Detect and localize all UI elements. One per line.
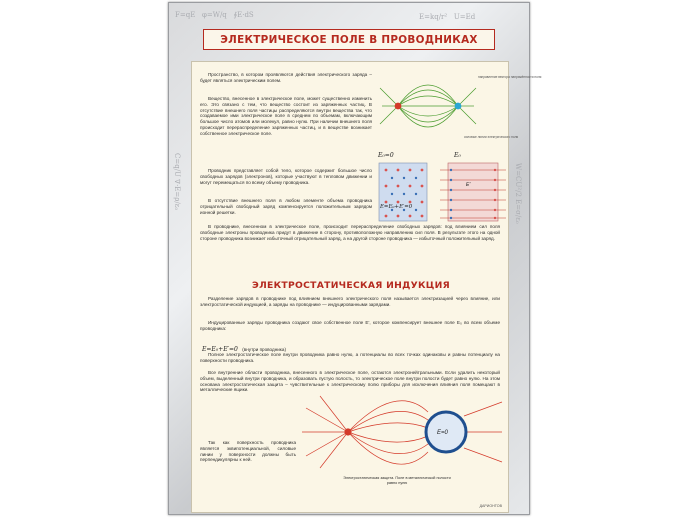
- publisher-logo: ДАРИОНТОВ: [479, 504, 502, 508]
- conductor-box-polarized: [440, 162, 506, 222]
- ring-field-label: E=0: [437, 430, 448, 436]
- background-scribble: W=CU²/2 E=σ/ε₀: [514, 163, 522, 224]
- formula-note: (внутри проводника): [242, 347, 286, 352]
- paragraph-potentials: Полное электростатическое поле внутри проводника равно нулю, а потенциалы во всех точках одинаковы и равны потенциалу на поверхности проводника.: [200, 352, 500, 363]
- paragraph-3: Проводник представляет собой тело, которое содержит большое число свободных зарядов (электронов), которые участвуют в тепловом движении и могут перемещаться по всему объему проводника.: [200, 168, 372, 185]
- dipole-field-diagram: [378, 68, 542, 146]
- poster: [168, 2, 542, 515]
- paragraph-1: Пространство, в котором проявляются действия электрического заряда – будет являться электрическим полем.: [200, 72, 372, 83]
- paragraph-surface: Так как поверхность проводника является эквипотенциальной, силовые линии у поверхности должны быть перпендикулярны к ней.: [200, 440, 296, 463]
- background-scribble: C=q/U ∇·E=ρ/ε₀: [173, 153, 181, 211]
- shielding-caption: Электростатическая защита. Поле в металлической полости равно нулю: [343, 476, 451, 485]
- poster-title: ЭЛЕКТРИЧЕСКОЕ ПОЛЕ В ПРОВОДНИКАХ: [220, 33, 478, 46]
- paragraph-induction-definition: Разделение зарядов в проводнике под влиянием внешнего электрического поля называется электризацией через влияние, или электростатической индукцией, а заряды на проводнике — индуцированными зарядами.: [200, 296, 500, 307]
- background-scribble: E=kq/r² U=Ed: [419, 13, 476, 21]
- paragraph-2: Вещество, внесенное в электрическое поле, может существенно изменить его. Это связано с тем, что вещество состоит из заряженных частиц. В отсутствие внешнего поля частицы распределяются внутри вещества так, что создаваемое ими электрическое поле в среднем по объемам, включающим большое число атомов или молекул, равно нулю. При наличии внешнего поля происходит перераспределение заряженных частиц, и в веществе возникает собственное электрическое поле.: [200, 96, 372, 136]
- paragraph-5: В проводнике, внесенном в электрическое поле, происходит перераспределение свободных зарядов: под влиянием сил поля свободные электроны проводника придут в движение в сторону, противоположную направлению сил поля. В результате этого на одной стороне проводника возникает избыточный отрицательный заряд, а на другой стороне проводника — избыточный положительный заряд.: [200, 224, 500, 241]
- poster-title-box: [203, 29, 495, 50]
- e-prime-label: E′: [466, 182, 471, 188]
- paragraph-induced-field: Индуцированные заряды проводника создают свое собственное поле E′, которое компенсирует внешнее поле E₀ во всем объеме проводника:: [200, 320, 500, 331]
- field-direction-label: направление вектора напряжённости поля: [478, 75, 542, 79]
- paragraph-shielding: Все внутренние области проводника, внесенного в электрическое поле, остаются электронейтральными. Если удалить некоторый объем, выделенный внутри проводника, и образовать пустую полость, то электрическое поле внутри полости будет равно нулю. На этом основана электростатическая защита – чувствительные к электрическому полю приборы для исключения влияния поля помещают в металлические ящики.: [200, 370, 500, 393]
- background-scribble: F=qE φ=W/q ∮E·dS: [175, 11, 254, 19]
- e0-zero-label: E₀=0: [378, 152, 394, 159]
- field-lines-label: силовые линии электрического поля: [464, 135, 519, 139]
- conductor-box-neutral: [378, 162, 428, 222]
- negative-charge: [455, 103, 462, 110]
- section-heading: ЭЛЕКТРОСТАТИЧЕСКАЯ ИНДУКЦИЯ: [252, 280, 450, 291]
- point-charge: [344, 428, 351, 435]
- paragraph-4: В отсутствие внешнего поля в любом элементе объема проводника отрицательный свободный заряд компенсируется положительным зарядом ионной решетки.: [200, 198, 372, 215]
- field-sum-formula: E=E₀+E′=0: [380, 204, 413, 210]
- formula: E=E₀+E′=0: [202, 346, 238, 353]
- positive-charge: [395, 103, 402, 110]
- e0-label: E₀: [454, 152, 461, 159]
- electrostatic-shielding-diagram: [296, 388, 506, 474]
